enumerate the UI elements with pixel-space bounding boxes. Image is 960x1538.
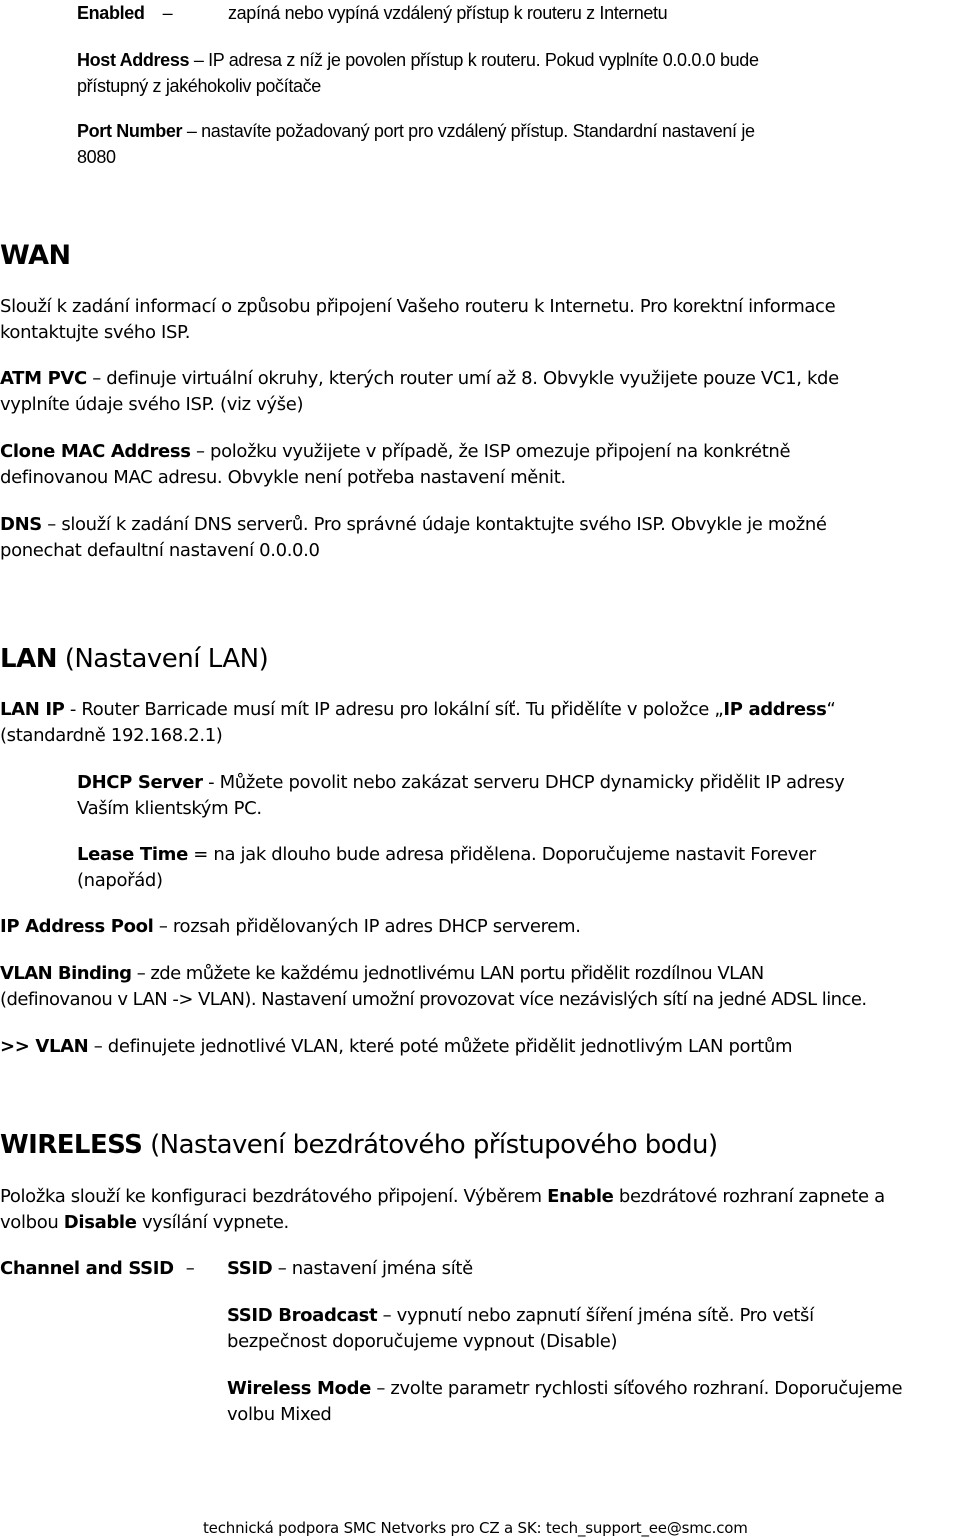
clone-mac-term: Clone MAC Address	[0, 441, 191, 462]
ssid-term: SSID	[227, 1258, 273, 1279]
clone-mac-definition: Clone MAC Address – položku využijete v případě, že ISP omezuje připojení na konkrétně definovanou MAC adresu. Obvykle není potřeba nastavení měnit.	[0, 441, 791, 488]
lan-ip-definition: LAN IP - Router Barricade musí mít IP adresu pro lokální síť. Tu přidělíte v položce „IP address“ (standardně 192.168.2.1)	[0, 699, 836, 746]
lease-time-term: Lease Time	[77, 844, 188, 865]
enabled-dash: –	[162, 3, 173, 23]
enabled-definition	[77, 0, 172, 26]
host-address-term: Host Address	[77, 50, 190, 70]
wireless-mode-definition: Wireless Mode – zvolte parametr rychlosti síťového rozhraní. Doporučujeme volbu Mixed	[227, 1378, 903, 1425]
channel-and-ssid-definition	[0, 1256, 194, 1282]
enabled-description: zapíná nebo vypíná vzdálený přístup k routeru z Internetu	[228, 3, 668, 23]
lan-heading: LAN (Nastavení LAN)	[0, 644, 269, 674]
wan-intro: Slouží k zadání informací o způsobu připojení Vašeho routeru k Internetu. Pro korektní informace kontaktujte svého ISP.	[0, 296, 836, 343]
channel-and-ssid-term: Channel and SSID	[0, 1258, 174, 1279]
lease-time-definition: Lease Time = na jak dlouho bude adresa přidělena. Doporučujeme nastavit Forever (napořád)	[77, 844, 816, 891]
footer-support-line: technická podpora SMC Netvorks pro CZ a SK: tech_support_ee@smc.com	[203, 1519, 748, 1537]
vlan-term: >> VLAN	[0, 1036, 89, 1057]
vlan-binding-term: VLAN Binding	[0, 963, 132, 984]
channel-dash: –	[185, 1258, 195, 1279]
wireless-intro: Položka slouží ke konfiguraci bezdrátového připojení. Výběrem Enable bezdrátové rozhraní zapnete a volbou Disable vysílání vypnete.	[0, 1186, 885, 1233]
dhcp-server-term: DHCP Server	[77, 772, 203, 793]
ssid-broadcast-definition: SSID Broadcast – vypnutí nebo zapnutí šíření jména sítě. Pro vetší bezpečnost doporučujeme vypnout (Disable)	[227, 1305, 814, 1352]
port-number-term: Port Number	[77, 121, 183, 141]
ip-address-pool-term: IP Address Pool	[0, 916, 154, 937]
ip-address-pool-definition: IP Address Pool – rozsah přidělovaných IP adres DHCP serverem.	[0, 916, 581, 937]
wireless-heading: WIRELESS (Nastavení bezdrátového přístupového bodu)	[0, 1130, 718, 1160]
ssid-definition: SSID – nastavení jména sítě	[227, 1258, 473, 1279]
vlan-definition: >> VLAN – definujete jednotlivé VLAN, které poté můžete přidělit jednotlivým LAN portům	[0, 1036, 793, 1057]
vlan-binding-definition: VLAN Binding – zde můžete ke každému jednotlivému LAN portu přidělit rozdílnou VLAN (definovanou v LAN -> VLAN). Nastavení umožní provozovat více nezávislých sítí na jedné ADSL lince.	[0, 963, 867, 1010]
atm-pvc-definition: ATM PVC – definuje virtuální okruhy, kterých router umí až 8. Obvykle využijete pouze VC1, kde vyplníte údaje svého ISP. (viz výše)	[0, 368, 839, 415]
enabled-term: Enabled	[77, 3, 145, 23]
port-number-definition: Port Number – nastavíte požadovaný port pro vzdálený přístup. Standardní nastavení je 8080	[77, 121, 755, 167]
wan-heading: WAN	[0, 240, 71, 271]
atm-pvc-term: ATM PVC	[0, 368, 87, 389]
dns-definition: DNS – slouží k zadání DNS serverů. Pro správné údaje kontaktujte svého ISP. Obvykle je možné ponechat defaultní nastavení 0.0.0.0	[0, 514, 827, 561]
dhcp-server-definition: DHCP Server - Můžete povolit nebo zakázat serveru DHCP dynamicky přidělit IP adresy Vaším klientským PC.	[77, 772, 845, 819]
dns-term: DNS	[0, 514, 42, 535]
lan-ip-term: LAN IP	[0, 699, 65, 720]
host-address-definition: Host Address – IP adresa z níž je povolen přístup k routeru. Pokud vyplníte 0.0.0.0 bude přístupný z jakéhokoliv počítače	[77, 50, 759, 96]
ssid-broadcast-term: SSID Broadcast	[227, 1305, 378, 1326]
wireless-mode-term: Wireless Mode	[227, 1378, 372, 1399]
